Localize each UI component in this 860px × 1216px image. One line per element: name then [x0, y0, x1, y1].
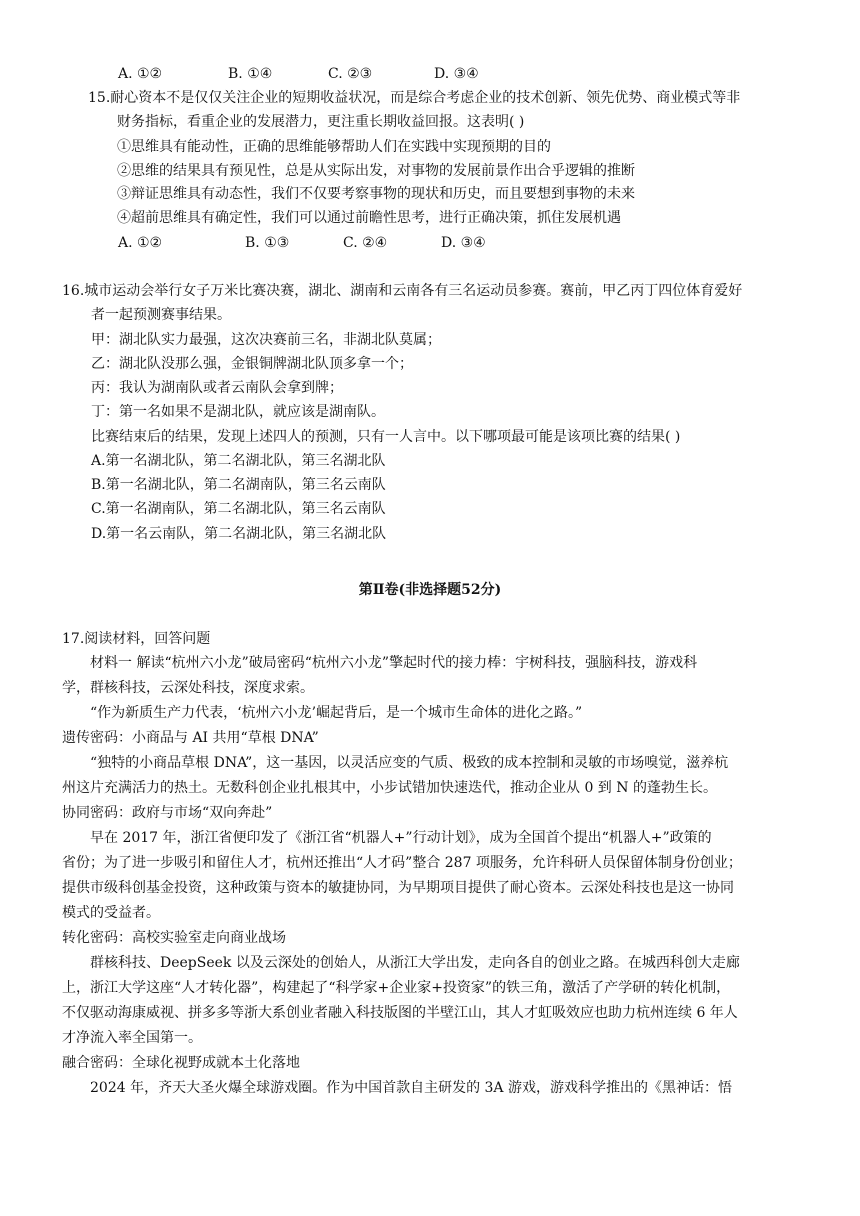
q14-options: [118, 64, 618, 84]
q15-option-d: D. ③④: [441, 235, 486, 251]
q17-line: 州这片充满活力的热土。无数科创企业扎根其中，小步试错加快速迭代，推动企业从 0 到 N 的蓬勃生长。: [62, 780, 717, 796]
q17-line: 遗传密码：小商品与 AI 共用“草根 DNA”: [62, 730, 319, 746]
q16-stem-line1: 16.城市运动会举行女子万米比赛决赛，湖北、湖南和云南各有三名运动员参赛。赛前，甲乙丙丁四位体育爱好: [62, 283, 743, 299]
q17-line: 上，浙江大学这座“人才转化器”，构建起了“科学家+企业家+投资家”的铁三角，激活了产学研的转化机制，: [62, 980, 731, 996]
q17-line: 2024 年，齐天大圣火爆全球游戏圈。作为中国首款自主研发的 3A 游戏，游戏科学推出的《黑神话：悟: [90, 1080, 732, 1096]
q17-line: 转化密码：高校实验室走向商业战场: [62, 930, 286, 946]
q17-line: 学，群核科技，云深处科技，深度求索。: [62, 680, 314, 696]
q14-option-d: D. ③④: [434, 66, 479, 82]
q16-option-d: D.第一名云南队，第二名湖北队，第三名湖北队: [91, 526, 387, 542]
q15-stem-line1: 15.耐心资本不是仅仅关注企业的短期收益状况，而是综合考虑企业的技术创新、领先优势、商业模式等非: [88, 90, 741, 106]
q17-line: 协同密码：政府与市场“双向奔赴”: [62, 805, 273, 821]
q15-option-c: C. ②④: [343, 235, 388, 251]
q14-option-a: A. ①②: [118, 66, 163, 82]
q15-option-b: B. ①③: [245, 235, 290, 251]
q17-head: 17.阅读材料，回答问题: [62, 631, 211, 647]
q16-prediction-jia: 甲：湖北队实力最强，这次决赛前三名，非湖北队莫属；: [91, 332, 441, 348]
q16-option-c: C.第一名湖南队，第二名湖北队，第三名云南队: [91, 501, 386, 517]
q16-stem-line2: 者一起预测赛事结果。: [91, 307, 231, 323]
q16-option-b: B.第一名湖北队，第二名湖南队，第三名云南队: [91, 477, 386, 493]
section-title: 第Ⅱ卷(非选择题52分): [358, 582, 502, 598]
q17-line: 群核科技、DeepSeek 以及云深处的创始人，从浙江大学出发，走向各自的创业之路。在城西科创大走廊: [90, 955, 740, 971]
q17-line: 才净流入率全国第一。: [62, 1030, 202, 1046]
q17-line: 融合密码：全球化视野成就本土化落地: [62, 1055, 300, 1071]
q15-item-1: ①思维具有能动性，正确的思维能够帮助人们在实践中实现预期的目的: [117, 139, 551, 155]
q16-option-a: A.第一名湖北队，第二名湖北队，第三名湖北队: [91, 453, 386, 469]
q17-line: 早在 2017 年，浙江省便印发了《浙江省“机器人+”行动计划》，成为全国首个提出“机器人+”政策的: [90, 830, 712, 846]
q14-option-c: C. ②③: [328, 66, 373, 82]
q15-item-4: ④超前思维具有确定性，我们可以通过前瞻性思考，进行正确决策，抓住发展机遇: [117, 210, 621, 226]
q15-item-2: ②思维的结果具有预见性，总是从实际出发，对事物的发展前景作出合乎逻辑的推断: [117, 163, 635, 179]
q17-line: “作为新质生产力代表，‘杭州六小龙’崛起背后，是一个城市生命体的进化之路。”: [90, 705, 583, 721]
q16-prediction-yi: 乙：湖北队没那么强，金银铜牌湖北队顶多拿一个；: [91, 356, 413, 372]
q15-stem-line2: 财务指标，看重企业的发展潜力，更注重长期收益回报。这表明( ): [117, 114, 525, 130]
q14-option-b: B. ①④: [228, 66, 273, 82]
q15-options: [118, 233, 618, 253]
q16-question: 比赛结束后的结果，发现上述四人的预测，只有一人言中。以下哪项最可能是该项比赛的结果( ): [91, 429, 681, 445]
q17-line: “独特的小商品草根 DNA”，这一基因，以灵活应变的气质、极致的成本控制和灵敏的市场嗅觉，滋养杭: [90, 755, 729, 771]
q17-line: 提供市级科创基金投资，这种政策与资本的敏捷协同，为早期项目提供了耐心资本。云深处科技也是这一协同: [62, 880, 734, 896]
q17-line: 模式的受益者。: [62, 905, 160, 921]
q17-line: 材料一 解读“杭州六小龙”破局密码“杭州六小龙”擎起时代的接力棒：宇树科技，强脑科技，游戏科: [90, 655, 698, 671]
q17-line: 省份；为了进一步吸引和留住人才，杭州还推出“人才码”整合 287 项服务，允许科研人员保留体制身份创业；: [62, 855, 742, 871]
q16-prediction-ding: 丁：第一名如果不是湖北队，就应该是湖南队。: [91, 404, 385, 420]
q17-line: 不仅驱动海康威视、拼多多等浙大系创业者融入科技版图的半壁江山，其人才虹吸效应也助力杭州连续 6 年人: [62, 1005, 738, 1021]
q15-item-3: ③辩证思维具有动态性，我们不仅要考察事物的现状和历史，而且要想到事物的未来: [117, 186, 635, 202]
q15-option-a: A. ①②: [118, 235, 163, 251]
q16-prediction-bing: 丙：我认为湖南队或者云南队会拿到牌；: [91, 380, 343, 396]
